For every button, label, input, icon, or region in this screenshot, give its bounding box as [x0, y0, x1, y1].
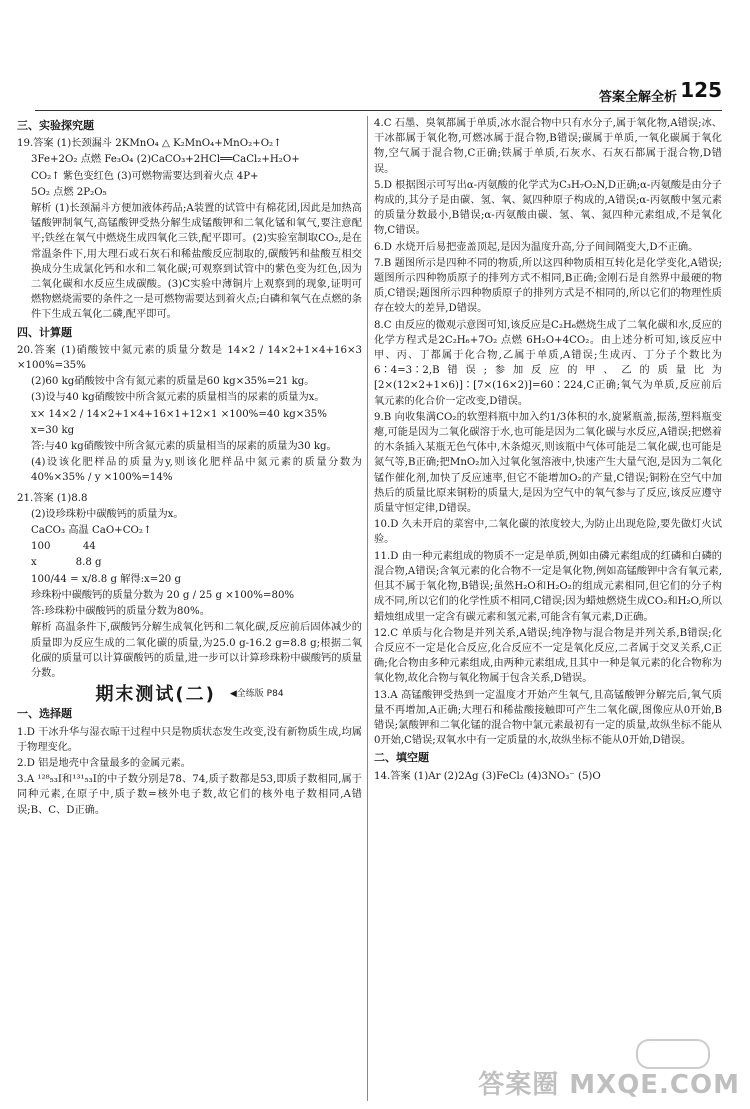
section-heading: 一、选择题 — [17, 707, 72, 721]
left-column — [17, 116, 362, 819]
explanation: 解析 (1)长颈漏斗方便加液体药品;A装置的试管中有棉花团,因此是加热高锰酸钾制氧气,高锰酸钾受热分解生成锰酸钾和二氧化锰和氧气,要注意配平;铁丝在氧气中燃烧生成四氧化三铁,配平即可。(2)实验室制取CO₂,是在常温条件下,用大理石或石灰石和稀盐酸反应制取的,碳酸钙和盐酸互相交换成分生成氯化钙和水和二氧化碳;可观察到试管中的紫色变为红色,因为二氧化碳和水反应生成碳酸。(3)C实验中薄铜片上观察到的现象,证明可燃物燃烧需要的条件之一是可燃物需要达到着火点;白磷和氧气在点燃的条件下生成五氧化二磷,配平即可。 — [31, 203, 362, 321]
explanation: 解析 高温条件下,碳酸钙分解生成氧化钙和二氧化碳,反应前后固体减少的质量即为反应生成的二氧化碳的质量,为25.0 g-16.2 g=8.8 g;根据二氧化碳的质量可以计算碳酸钙的质量,进一步可以计算珍珠粉中碳酸钙的质量分数。 — [31, 622, 362, 679]
answer-item: 1.D 干冰升华与湿衣晾干过程中只是物质状态发生改变,没有新物质生成,均属于物理变化。 — [17, 726, 362, 753]
right-column — [374, 116, 722, 785]
answer-item: 11.D 由一种元素组成的物质不一定是单质,例如由磷元素组成的红磷和白磷的混合物,A错误;含氧元素的化合物不一定是氧化物,例如高锰酸钾中含有氧元素,但其不属于氧化物,B错误;虽然H₂O和H₂O₂的组成元素相同,但它们的分子构成不同,所以它们的化学性质不相同,C错误;因为蜡烛燃烧生成CO₂和H₂O,所以蜡烛组成里一定含有碳元素和氢元素,可能含有氧元素,D正确。 — [374, 550, 722, 623]
equation-line: 100 44 — [31, 541, 96, 553]
answer-line: 答:珍珠粉中碳酸钙的质量分数为80%。 — [31, 606, 210, 618]
exam-title-row — [17, 684, 362, 706]
answer-item: 5.D 根据图示可写出α-丙氨酸的化学式为C₃H₇O₂N,D正确;α-丙氨酸是由分子构成的,其分子是由碳、氢、氧、氮四种原子构成的,A错误;α-丙氨酸中氢元素的质量分数最小,B错误;α-丙氨酸由碳、氢、氧、氮四种元素组成,不是氧化物,C错误。 — [374, 179, 722, 237]
answer-line: 20.答案 (1)硝酸铵中氮元素的质量分数是 14×2 / 14×2+1×4+16×3 ×100%=35% — [17, 344, 362, 372]
answer-line: x× 14×2 / 14×2+1×4+16×1+12×1 ×100%=40 kg×35% — [31, 408, 327, 420]
answer-line: (2)60 kg硝酸铵中含有氮元素的质量是60 kg×35%=21 kg。 — [31, 376, 315, 388]
equation-line: 100/44 = x/8.8 g 解得:x=20 g — [31, 573, 182, 585]
answer-line: 5O₂ 点燃 2P₂O₅ — [31, 186, 107, 198]
answer-line: 19.答案 (1)长颈漏斗 2KMnO₄ △ K₂MnO₄+MnO₂+O₂↑ — [17, 138, 282, 150]
section-heading: 四、计算题 — [17, 325, 72, 339]
answer-item: 3.A ¹²⁸₅₃I和¹³¹₅₃I的中子数分别是78、74,质子数都是53,即质子数相同,属于同种元素,在原子中,质子数=核外电子数,故它们的核外电子数相同,A错误;B、C、D正确。 — [17, 774, 362, 816]
answer-item: 4.C 石墨、臭氧都属于单质,冰水混合物中只有水分子,属于氧化物,A错误;冰、干冰都属于氧化物,可燃冰属于混合物,B错误;碳属于单质,一氧化碳属于氧化物,空气属于混合物,C正确;铁属于单质,石灰水、石灰石都属于混合物,D错误。 — [374, 118, 722, 175]
watermark-logo: 答案圈 MXQE.COM — [478, 1070, 740, 1100]
answer-item: 10.D 久未开启的菜窖中,二氧化碳的浓度较大,为防止出现危险,要先做灯火试验。 — [374, 519, 722, 546]
answer-item: 8.C 由反应的微观示意图可知,该反应是C₂H₆燃烧生成了二氧化碳和水,反应的化学方程式是2C₂H₆+7O₂ 点燃 6H₂O+4CO₂。由上述分析可知,该反应中甲、丙、丁都属于化合物,乙属于单质,A错误;生成丙、丁分子个数比为6∶4=3∶2,B错误;参加反应的甲、乙的质量比为[2×(12×2+1×6)]∶[7×(16×2)]=60∶224,C正确;氧气为单质,反应前后氧元素的化合价一定改变,D错误。 — [374, 319, 722, 407]
equation-line: CaCO₃ 高温 CaO+CO₂↑ — [31, 525, 152, 537]
exam-reference: ◀全练版 P84 — [229, 689, 284, 700]
answer-line: x=30 kg — [31, 424, 75, 436]
page-number: 125 — [680, 78, 722, 102]
exam-title: 期末测试(二) — [95, 684, 216, 706]
answer-item: 13.A 高锰酸钾受热到一定温度才开始产生氧气,且高锰酸钾分解完后,氧气质量不再增加,A正确;大理石和稀盐酸接触即可产生二氧化碳,图像应从0开始,B错误;氯酸钾和二氧化锰的混合物中氯元素最初有一定的质量,故纵坐标不能从0开始,C错误;双氧水中有一定质量的水,故纵坐标不能从0开始,D错误。 — [374, 689, 722, 747]
answer-item: 2.D 铝是地壳中含量最多的金属元素。 — [17, 757, 191, 769]
section-heading: 二、填空题 — [374, 751, 429, 765]
equation-line: x 8.8 g — [31, 557, 102, 569]
answer-line: (3)设与40 kg硝酸铵中所含氮元素的质量相当的尿素的质量为x。 — [31, 392, 325, 404]
answer-line: 21.答案 (1)8.8 — [17, 492, 88, 504]
answer-line: 3Fe+2O₂ 点燃 Fe₃O₄ (2)CaCO₃+2HCl══CaCl₂+H₂O+ — [31, 154, 300, 166]
answer-line: CO₂↑ 紫色变红色 (3)可燃物需要达到着火点 4P+ — [31, 170, 259, 182]
answer-item: 6.D 水烧开后易把壶盖顶起,是因为温度升高,分子间间隔变大,D不正确。 — [374, 241, 699, 253]
section-heading: 三、实验探究题 — [17, 119, 94, 132]
answer-line: (2)设珍珠粉中碳酸钙的质量为x。 — [31, 508, 184, 520]
answer-line: 答:与40 kg硝酸铵中所含氮元素的质量相当的尿素的质量为30 kg。 — [31, 441, 337, 453]
column-divider — [367, 116, 368, 1101]
header-rule — [35, 110, 722, 111]
header-title: 答案全解全析 — [598, 90, 677, 105]
answer-line: 珍珠粉中碳酸钙的质量分数为 20 g / 25 g ×100%=80% — [31, 589, 295, 601]
answer-item: 9.B 向收集满CO₂的软塑料瓶中加入约1/3体积的水,旋紧瓶盖,振荡,塑料瓶变瘪,可能是因为二氧化碳溶于水,也可能是因为二氧化碳与水反应,A错误;把燃着的木条插入某瓶无色气体中,木条熄灭,则该瓶中气体可能是二氧化碳,也可能是氮气等,B正确;把MnO₂加入过氧化氢溶液中,快速产生大量气泡,是因为二氧化锰作催化剂,加快了反应速率,但它不能增加O₂的产量,C错误;铜粉在空气中加热后的质量比原来铜粉的质量大,是因为空气中的氧气参与了反应,该反应遵守质量守恒定律,D错误。 — [374, 411, 722, 515]
answer-line: (4)设该化肥样品的质量为y,则该化肥样品中氮元素的质量分数为 40%×35% / y ×100%=14% — [31, 457, 362, 484]
answer-item: 7.B 题图所示是四种不同的物质,所以这四种物质相互转化是化学变化,A错误;题图所示四种物质原子的排列方式不相同,B正确;金刚石是自然界中最硬的物质,C错误;题图所示四种物质原子的排列方式是不相同的,所以它们的物理性质存在较大的差异,D错误。 — [374, 257, 722, 315]
answer-item: 12.C 单质与化合物是并列关系,A错误;纯净物与混合物是并列关系,B错误;化合反应不一定是化合反应,化合反应不一定是氧化反应,二者属于交叉关系,C正确;化合物由多种元素组成,由两种元素组成,且其中一种是氧元素的化合物称为氧化物,故化合物与氧化物属于包含关系,D错误。 — [374, 627, 722, 685]
answer-item: 14.答案 (1)Ar (2)2Ag (3)FeCl₂ (4)3NO₃⁻ (5)O — [374, 770, 601, 782]
page-header — [0, 0, 750, 105]
